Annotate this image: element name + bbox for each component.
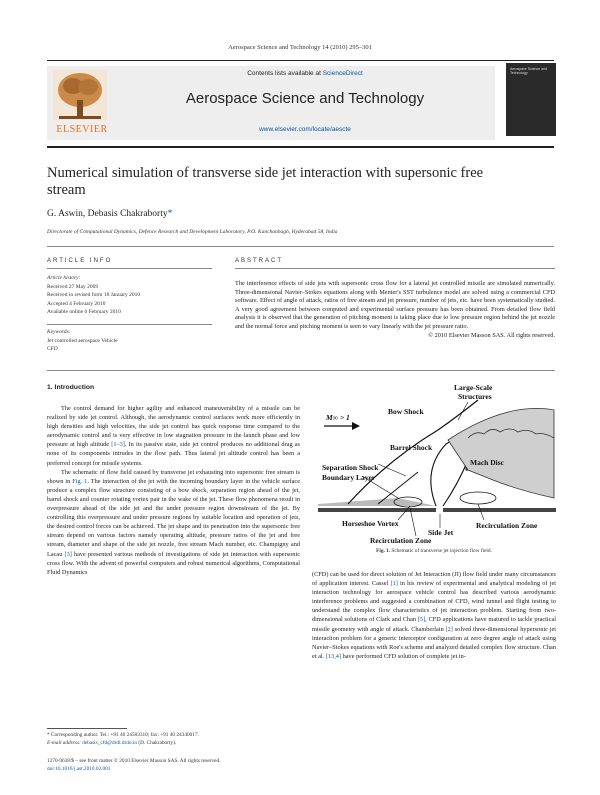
text-run: . In its passive state, side jet control produces no additional drag as none of its components intrudes in the flow path. Thus lateral jet altitude control has been a preferred concept for missile systems.	[47, 441, 300, 467]
contents-line	[120, 70, 490, 77]
front-matter	[47, 758, 307, 773]
right-column	[312, 570, 556, 661]
figure-link[interactable]: Fig. 1	[72, 477, 88, 485]
label-mach-disc: Mach Disc	[470, 458, 504, 467]
text-run: . The interaction of the jet with the incoming boundary layer in the vehicle surface produce a complex flow structure consisting of a bow shock, separation region ahead of the jet, barrel shock and counter rotating vortex pair in the wake of the jet. These flow phenomena result in overpressure ahead of the side jet and the under pressure region downstream of the jet. By controlling this overpressure and under pressure regions by suitable location and operation of jets, the desired control forces can be achieved. The jet shape and its penetration into the supersonic free stream depend on various factors namely operating altitude, pressure ratios of the jet and free stream, diameter and shape of the side jet nozzle, free stream Mach number, etc. Champigny and Lacau	[47, 477, 300, 558]
keywords	[47, 328, 217, 354]
history-label: Article history:	[47, 275, 81, 281]
affiliation: Directorate of Computational Dynamics, Defence Research and Development Laboratory, P.O. Kanchanbagh, Hyderabad 58, India	[47, 229, 338, 235]
intro-paragraph-2	[47, 468, 300, 577]
keywords-label: Keywords:	[47, 329, 71, 335]
keywords-rule	[47, 324, 212, 325]
text-run: , CFD applications have matured to tackle practical missile geometry with angle of attack. Chamberlain	[312, 616, 557, 633]
author-names: G. Aswin, Debasis Chakraborty	[47, 209, 168, 219]
footnote-rule	[47, 728, 127, 729]
text-run: The schematic of flow field caused by transverse jet exhausting into supersonic free stream is shown in	[47, 468, 300, 485]
figure-caption	[312, 548, 556, 554]
abstract-heading: ABSTRACT	[235, 258, 284, 264]
label-bow-shock: Bow Shock	[388, 407, 424, 416]
text-run: have presented various methods of investigations of side jet interaction with supersonic cross flow. With the advent of powerful computers and robust numerical algorithms, Computational Fluid Dynamics	[47, 550, 300, 576]
leader-recirc-left	[410, 508, 416, 536]
text-run: (CFD) can be used for direct solution of Jet Interaction (JI) flow field under many circumstances of application interest. Cassel	[312, 571, 556, 588]
footnote	[47, 732, 307, 747]
label-mach: M∞ > 1	[326, 413, 350, 422]
caption-label: Fig. 1.	[376, 548, 391, 554]
intro-paragraph-continued	[312, 570, 556, 661]
journal-url-link[interactable]: www.elsevier.com/locate/aescte	[259, 126, 351, 133]
citation-link[interactable]: [1]	[390, 580, 398, 588]
history-online: Available online 6 February 2010	[47, 309, 121, 315]
jet-plume-shape	[448, 408, 554, 498]
email-link[interactable]: debasis_cfd@drdl.drdo.in	[82, 739, 138, 746]
history-accepted: Accepted 4 February 2010	[47, 300, 106, 307]
text-run: solved three-dimensional hypersonic jet interaction problem for a generic interceptor configuration at zero degree angle of attack using Navier–Stokes equations with Roe's scheme and analyzed detailed complex flow structure. Chan et al.	[312, 625, 556, 660]
intro-paragraph-1	[47, 404, 300, 468]
journal-title: Aerospace Science and Technology	[185, 90, 425, 107]
citation-link[interactable]: [5]	[417, 616, 426, 624]
figure-jet-schematic	[318, 380, 556, 545]
caption-text: Schematic of transverse jet injection flow field.	[390, 548, 492, 554]
citation-link[interactable]: [1–3]	[111, 441, 125, 449]
email-suffix: (D. Chakraborty).	[137, 739, 177, 746]
abstract-text: The interference effects of side jets with supersonic cross flow for a lateral jet controlled missile are simulated numerically. Three-dimensional Navier–Stokes equations along with Menter's SST turbulence model are solved using a commercial CFD software. Effect of angle of attack, ratios of free stream and jet pressure, number of jets, etc. have been systematically studied. A very good agreement between computed and experimental surface pressure has been obtained. From detailed flow field analysis it is observed that the generation of pitching moment is taking place due to low pressure region behind the jet nozzle and the normal force and pitching moment is seen to vary linearly with the jet pressure ratio.	[235, 280, 555, 330]
email-line	[47, 740, 307, 748]
keyword-item: Jet controlled aerospace Vehicle	[47, 337, 118, 344]
label-recirc-left: Recirculation Zone	[370, 536, 432, 545]
label-separation-shock: Separation Shock	[322, 463, 379, 472]
email-label: E-mail address:	[47, 739, 83, 746]
top-rule	[47, 60, 554, 61]
citation-link[interactable]: [13,4]	[325, 652, 342, 660]
affil-rule	[47, 246, 554, 247]
text-run: The control demand for higher agility and enhanced maneuverability of a missile can be realized by side jet control. Although, the aerodynamic control surfaces work more efficiently in high densities and high velocities, the side jet control has quick response time compared to the aerodynamic control and is very effective in low stagnation pressure in the launch phase and low pressure at high altitude	[47, 405, 300, 449]
authors	[47, 209, 172, 219]
running-header: Aerospace Science and Technology 14 (2010) 295–301	[228, 44, 372, 51]
abstract-rule	[235, 268, 555, 269]
abstract-copyright: © 2010 Elsevier Masson SAS. All rights reserved.	[428, 331, 555, 339]
history-received: Received 27 May 2009	[47, 283, 99, 290]
masthead-rule	[47, 146, 554, 148]
article-info-heading: ARTICLE INFO	[47, 258, 113, 264]
corresponding-author: * Corresponding author. Tel.: +91 40 24583310; fax: +91 40 24340017.	[47, 732, 199, 738]
abstract-bottom-rule	[47, 370, 555, 371]
corresponding-mark[interactable]: *	[167, 209, 173, 219]
recirc-right-vortex	[460, 492, 496, 504]
label-barrel-shock: Barrel Shock	[390, 443, 433, 452]
text-run: in his review of experimental and analytical modeling of jet interaction technology for aerospace vehicle control has described various aerodynamic interference problems and suggested a combination of CFD, wind tunnel and flight testing to understand the complex flow characteristics of jet interaction problem. Starting from two-dimensional solutions of Clark and Chan	[312, 580, 556, 624]
label-side-jet: Side Jet	[428, 528, 454, 537]
label-structures: Structures	[458, 392, 492, 401]
left-column	[47, 404, 300, 577]
doi-link[interactable]: doi:10.1016/j.ast.2010.02.001	[47, 765, 111, 772]
citation-link[interactable]: [2]	[445, 625, 453, 633]
citation-link[interactable]: [3]	[64, 550, 72, 558]
info-rule	[47, 268, 212, 269]
jet-nozzle	[436, 506, 443, 514]
boundary-layer-shape	[318, 498, 436, 506]
sciencedirect-link[interactable]: ScienceDirect	[322, 70, 363, 77]
leader-large-scale	[458, 402, 468, 420]
journal-cover-text: Aerospace Science and Technology	[510, 67, 547, 75]
label-large-scale: Large-Scale	[454, 383, 493, 392]
issn-line: 1270-9638/$ – see front matter © 2010 Elsevier Masson SAS. All rights reserved.	[47, 758, 221, 764]
barrel-shock-right	[443, 460, 468, 506]
contents-prefix: Contents lists available at	[247, 70, 323, 77]
label-boundary-layer: Boundary Layer	[322, 473, 376, 482]
keyword-item: CFD	[47, 346, 58, 352]
label-recirc-right: Recirculation Zone	[476, 521, 538, 530]
label-horseshoe-vortex: Horseshoe Vortex	[342, 519, 399, 528]
text-run: have performed CFD solution of complete jet in-	[341, 652, 466, 660]
publisher-name: ELSEVIER	[56, 124, 108, 135]
abstract-body	[235, 280, 555, 340]
introduction-heading: 1. Introduction	[47, 384, 95, 391]
article-title: Numerical simulation of transverse side jet interaction with supersonic free stream	[47, 165, 484, 198]
freestream-arrow-head	[352, 422, 360, 430]
article-history	[47, 274, 217, 317]
history-revised: Received in revised form 18 January 2010	[47, 292, 141, 298]
